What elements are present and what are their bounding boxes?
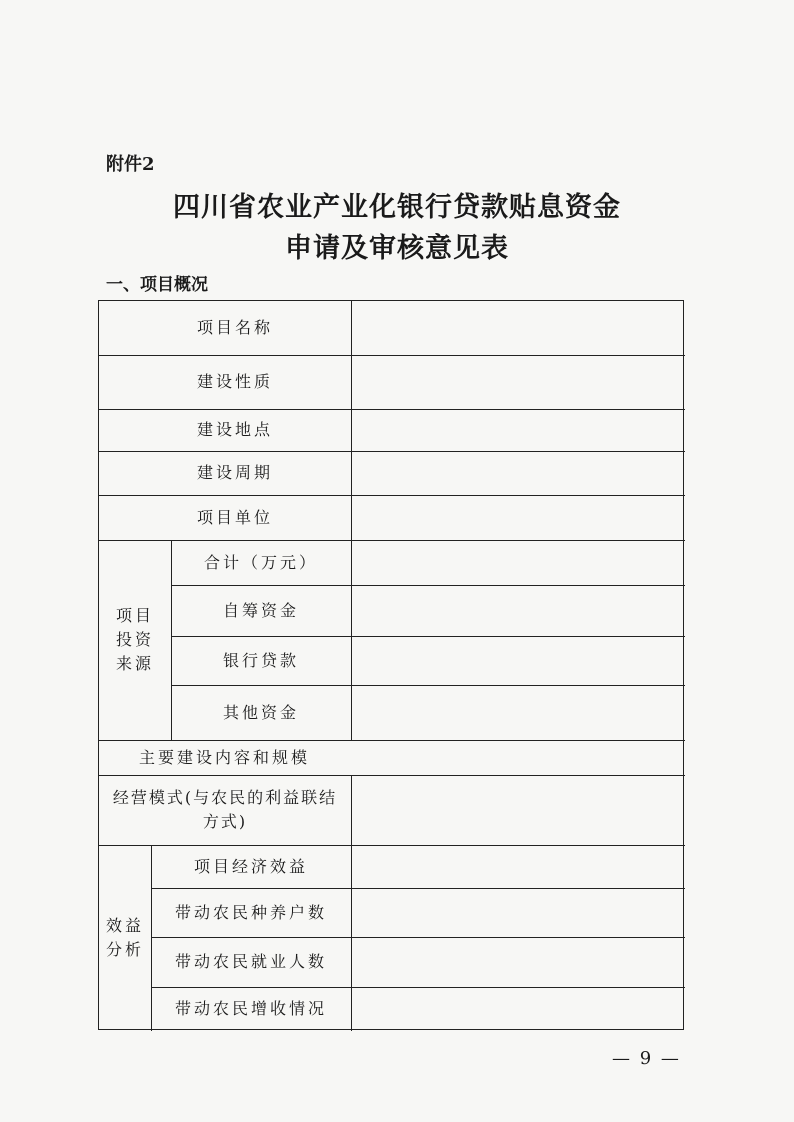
document-title-line2: 申请及审核意见表 bbox=[285, 233, 509, 264]
field-benefit-income[interactable] bbox=[352, 987, 685, 1031]
label-benefit-employment: 带动农民就业人数 bbox=[174, 952, 327, 971]
field-funding-other[interactable] bbox=[352, 685, 685, 740]
field-construction-location[interactable] bbox=[352, 409, 685, 451]
label-main-content: 主要建设内容和规模 bbox=[139, 747, 311, 767]
label-project-unit: 项目单位 bbox=[196, 507, 273, 527]
document-title-line1: 四川省农业产业化银行贷款贴息资金 bbox=[173, 192, 621, 223]
section-heading: 一、项目概况 bbox=[106, 275, 208, 295]
label-funding-other: 其他资金 bbox=[222, 702, 299, 722]
label-funding-self: 自筹资金 bbox=[222, 600, 299, 620]
label-benefit-income: 带动农民增收情况 bbox=[174, 999, 327, 1018]
label-benefit-households: 带动农民种养户数 bbox=[174, 902, 327, 922]
field-construction-nature[interactable] bbox=[352, 355, 685, 409]
field-project-name[interactable] bbox=[352, 301, 685, 355]
field-business-model[interactable] bbox=[352, 775, 685, 845]
label-business-model: 经营模式(与农民的利益联结方式) bbox=[112, 788, 338, 831]
label-benefit-economic: 项目经济效益 bbox=[193, 856, 308, 876]
field-construction-period[interactable] bbox=[352, 451, 685, 495]
application-form-table bbox=[98, 300, 684, 1030]
field-benefit-households[interactable] bbox=[352, 888, 685, 937]
attachment-label: 附件2 bbox=[106, 154, 155, 175]
label-benefit-analysis: 效益分析 bbox=[105, 916, 144, 959]
page-number: — 9 — bbox=[612, 1048, 681, 1069]
field-funding-self[interactable] bbox=[352, 585, 685, 636]
field-funding-bank[interactable] bbox=[352, 636, 685, 685]
label-construction-period: 建设周期 bbox=[196, 463, 273, 482]
label-funding-bank: 银行贷款 bbox=[222, 650, 299, 670]
label-funding-source: 项目投资来源 bbox=[115, 606, 154, 673]
label-funding-total: 合计（万元） bbox=[203, 552, 318, 572]
field-funding-total[interactable] bbox=[352, 540, 685, 585]
field-benefit-employment[interactable] bbox=[352, 937, 685, 987]
label-project-name: 项目名称 bbox=[196, 318, 273, 337]
label-construction-location: 建设地点 bbox=[196, 420, 273, 439]
field-benefit-economic[interactable] bbox=[352, 845, 685, 888]
label-construction-nature: 建设性质 bbox=[196, 372, 273, 391]
field-project-unit[interactable] bbox=[352, 495, 685, 540]
